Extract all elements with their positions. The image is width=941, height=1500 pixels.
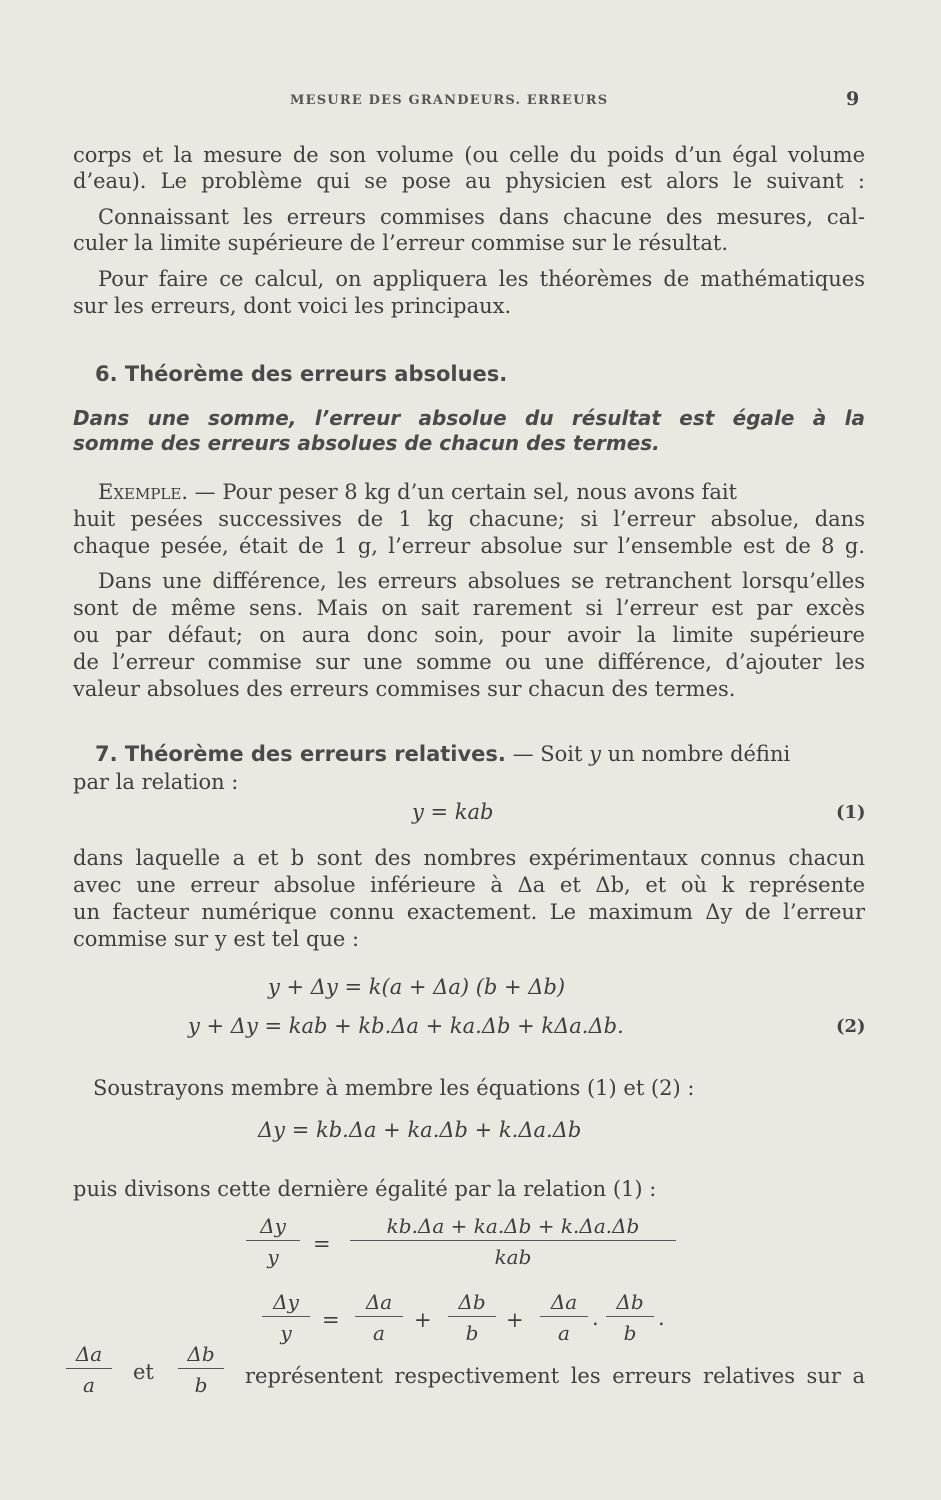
fraction-numerator: kb.Δa + ka.Δb + k.Δa.Δb xyxy=(350,1214,676,1241)
plus-sign: + xyxy=(414,1308,432,1332)
theorem-statement-line: Dans une somme, l’erreur absolue du résultat est égale à la xyxy=(73,406,865,430)
equation-3: Δy = kb.Δa + ka.Δb + k.Δa.Δb xyxy=(258,1118,582,1142)
text-line: sur les erreurs, dont voici les principaux. xyxy=(73,294,512,318)
fraction-denominator: kab xyxy=(494,1245,532,1269)
text-line: de l’erreur commise sur une somme ou une différence, d’ajouter les xyxy=(73,650,865,674)
text-line: chaque pesée, était de 1 g, l’erreur absolue sur l’ensemble est de 8 g. xyxy=(73,534,865,558)
fraction xyxy=(355,1290,403,1345)
fraction-numerator: Δb xyxy=(606,1290,654,1317)
example-text: — Pour peser 8 kg d’un certain sel, nous avons fait xyxy=(188,480,737,504)
equation-1: y = kab xyxy=(412,800,494,824)
fraction-numerator: Δy xyxy=(262,1290,310,1317)
text-line: ou par défaut; on aura donc soin, pour avoir la limite supérieure xyxy=(73,623,865,647)
text-line: d’eau). Le problème qui se pose au physicien est alors le suivant : xyxy=(73,169,865,193)
text-line: Pour faire ce calcul, on appliquera les théorèmes de mathématiques xyxy=(98,267,865,291)
fraction-denominator: a xyxy=(373,1321,385,1345)
text-line: dans laquelle a et b sont des nombres expérimentaux connus chacun xyxy=(73,846,865,870)
fraction xyxy=(350,1214,676,1269)
fraction-numerator: Δa xyxy=(540,1290,588,1317)
section-6-title: 6. Théorème des erreurs absolues. xyxy=(95,362,508,386)
fraction-denominator: a xyxy=(83,1373,95,1397)
text-line: corps et la mesure de son volume (ou celle du poids d’un égal volume xyxy=(73,143,865,167)
equals-sign: = xyxy=(322,1308,340,1332)
equation-1-number: (1) xyxy=(836,802,866,823)
fraction-denominator: b xyxy=(194,1373,208,1397)
section-7-heading-line xyxy=(95,742,790,766)
conjunction-et: et xyxy=(133,1360,154,1384)
equation-2-number: (2) xyxy=(836,1016,866,1037)
text-line: par la relation : xyxy=(73,770,239,794)
equation-2b: y + Δy = kab + kb.Δa + ka.Δb + kΔa.Δb. xyxy=(188,1014,624,1038)
fraction xyxy=(66,1342,112,1397)
fraction xyxy=(262,1290,310,1345)
fraction xyxy=(606,1290,654,1345)
equals-sign: = xyxy=(313,1232,331,1256)
text-line: puis divisons cette dernière égalité par la relation (1) : xyxy=(73,1177,657,1201)
fraction-numerator: Δy xyxy=(246,1214,300,1241)
fraction-numerator: Δb xyxy=(448,1290,496,1317)
fraction-denominator: y xyxy=(267,1245,279,1269)
plus-sign: + xyxy=(506,1308,524,1332)
intro-text: un nombre défini xyxy=(601,742,791,766)
variable-y: y xyxy=(589,742,601,766)
example-line xyxy=(98,479,865,505)
period: . xyxy=(658,1306,665,1330)
text-line: commise sur y est tel que : xyxy=(73,927,360,951)
fraction-denominator: a xyxy=(558,1321,570,1345)
text-line: sont de même sens. Mais on sait rarement si l’erreur est par excès xyxy=(73,596,865,620)
fraction-numerator: Δa xyxy=(66,1342,112,1369)
dot-operator: . xyxy=(592,1306,599,1330)
text-line: un facteur numérique connu exactement. Le maximum Δy de l’erreur xyxy=(73,900,865,924)
theorem-statement-line: somme des erreurs absolues de chacun des termes. xyxy=(73,431,660,455)
section-7-title: 7. Théorème des erreurs relatives. xyxy=(95,742,506,766)
text-line: avec une erreur absolue inférieure à Δa et Δb, et où k représente xyxy=(73,873,865,897)
text-line: Dans une différence, les erreurs absolues se retranchent lorsqu’elles xyxy=(98,569,865,593)
text-line: Soustrayons membre à membre les équations (1) et (2) : xyxy=(93,1076,695,1100)
fraction-denominator: b xyxy=(623,1321,637,1345)
fraction-numerator: Δa xyxy=(355,1290,403,1317)
fraction xyxy=(178,1342,224,1397)
running-title: MESURE DES GRANDEURS. ERREURS xyxy=(290,93,609,108)
fraction-denominator: b xyxy=(465,1321,479,1345)
fraction-denominator: y xyxy=(280,1321,292,1345)
intro-text: — Soit xyxy=(505,742,590,766)
text-line: huit pesées successives de 1 kg chacune; si l’erreur absolue, dans xyxy=(73,507,865,531)
fraction xyxy=(448,1290,496,1345)
page-number: 9 xyxy=(846,88,860,110)
text-line: valeur absolues des erreurs commises sur chacun des termes. xyxy=(73,677,736,701)
fraction-numerator: Δb xyxy=(178,1342,224,1369)
text-line: Connaissant les erreurs commises dans chacune des mesures, cal- xyxy=(98,205,865,229)
text-line: représentent respectivement les erreurs relatives sur a xyxy=(245,1364,865,1388)
example-label: Exemple. xyxy=(98,480,188,504)
fraction xyxy=(246,1214,300,1269)
fraction xyxy=(540,1290,588,1345)
text-line: culer la limite supérieure de l’erreur commise sur le résultat. xyxy=(73,231,729,255)
equation-2a: y + Δy = k(a + Δa) (b + Δb) xyxy=(268,975,566,999)
